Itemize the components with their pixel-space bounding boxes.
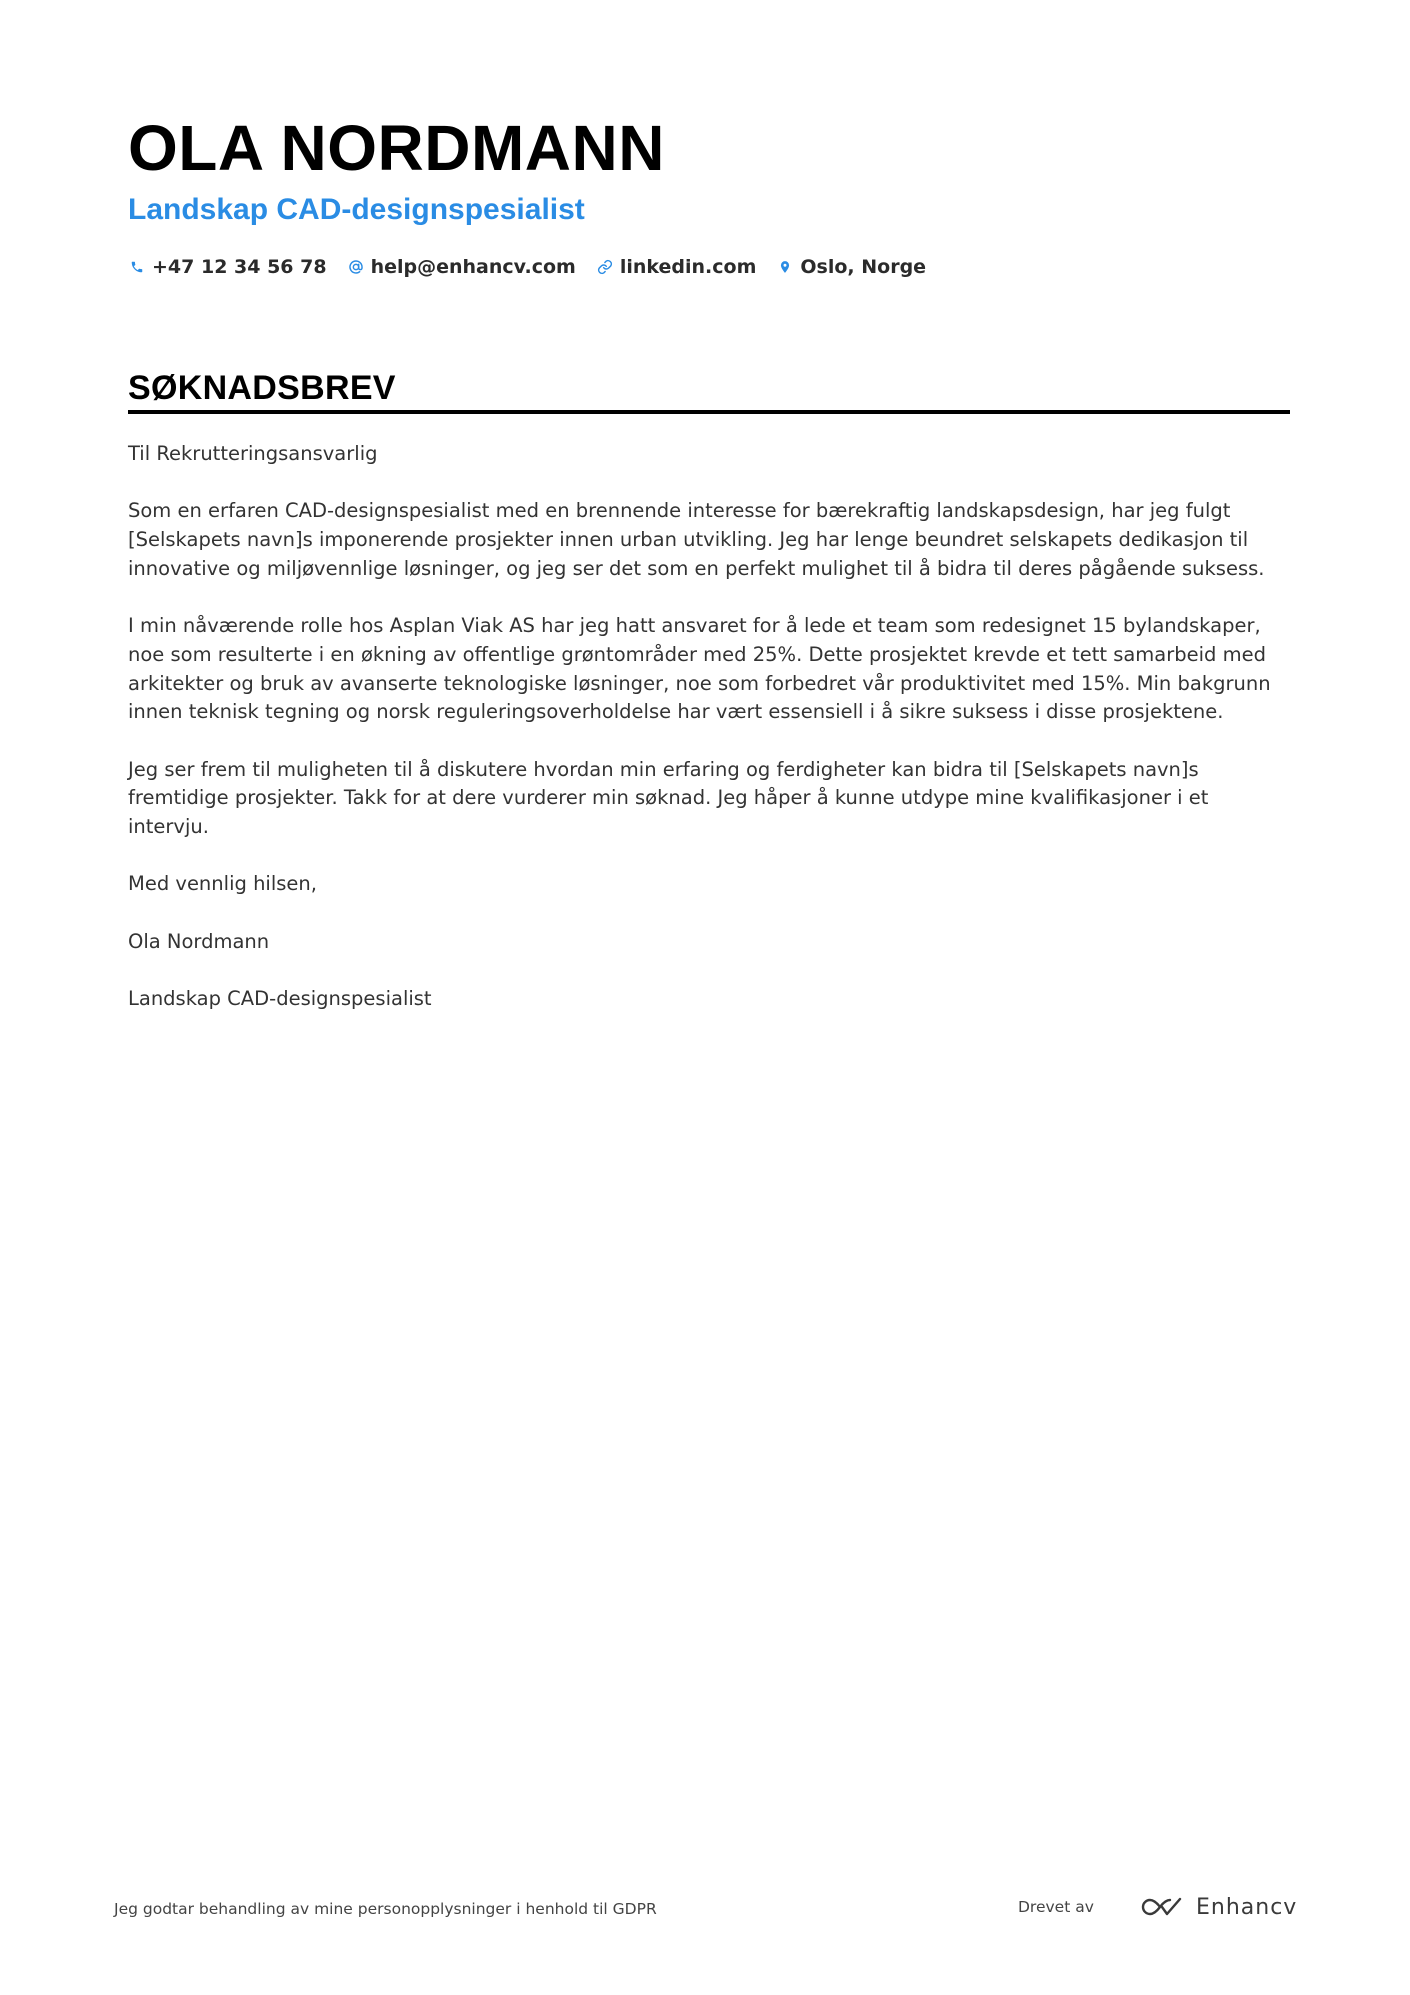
- brand-name: Enhancv: [1196, 1894, 1298, 1920]
- powered-by-label: Drevet av: [1018, 1898, 1094, 1916]
- link-icon: [596, 258, 614, 276]
- contact-row: [128, 252, 946, 282]
- letter-paragraph: Jeg ser frem til muligheten til å diskutere hvordan min erfaring og ferdigheter kan bidra til [Selskapets navn]s fremtidige prosjekter. Takk for at dere vurderer min søknad. Jeg håper å kunne utdype mine kvalifikasjoner i et intervju.: [128, 757, 1209, 839]
- section-title: SØKNADSBREV: [128, 369, 396, 407]
- email-text: help@enhancv.com: [370, 256, 576, 278]
- closing: Med vennlig hilsen,: [128, 872, 317, 896]
- at-icon: [347, 258, 365, 276]
- applicant-role: Landskap CAD-designspesialist: [128, 193, 585, 226]
- location-pin-icon: [776, 258, 794, 276]
- enhancv-logo-icon: [1138, 1895, 1184, 1919]
- applicant-name: OLA NORDMANN: [128, 112, 665, 184]
- letter-body: [128, 440, 1290, 1043]
- signature-name: Ola Nordmann: [128, 929, 270, 953]
- section-divider: [128, 410, 1290, 414]
- contact-email[interactable]: [347, 256, 576, 278]
- letter-paragraph: I min nåværende rolle hos Asplan Viak AS har jeg hatt ansvaret for å lede et team som redesignet 15 bylandskaper, noe som resulterte i en økning av offentlige grøntområder med 25%. Dette prosjektet krevde et tett samarbeid med arkitekter og bruk av avanserte teknologiske løsninger, noe som forbedret vår produktivitet med 15%. Min bakgrunn innen teknisk tegning og norsk reguleringsoverholdelse har vært essensiell i å sikre suksess i disse prosjektene.: [128, 614, 1271, 724]
- contact-linkedin[interactable]: [596, 256, 757, 278]
- linkedin-text: linkedin.com: [619, 256, 757, 278]
- letter-paragraph: Som en erfaren CAD-designspesialist med en brennende interesse for bærekraftig landskapsdesign, har jeg fulgt [Selskapets navn]s imponerende prosjekter innen urban utvikling. Jeg har lenge beundret selskapets dedikasjon til innovative og miljøvennlige løsninger, og jeg ser det som en perfekt mulighet til å bidra til deres pågående suksess.: [128, 499, 1265, 580]
- location-text: Oslo, Norge: [800, 256, 927, 278]
- phone-text: +47 12 34 56 78: [152, 256, 327, 278]
- phone-icon: [128, 258, 146, 276]
- footer: [0, 1890, 1410, 1930]
- signature-title: Landskap CAD-designspesialist: [128, 987, 432, 1011]
- enhancv-brand-link[interactable]: [1138, 1892, 1297, 1922]
- salutation: Til Rekrutteringsansvarlig: [128, 442, 378, 465]
- gdpr-consent-text: Jeg godtar behandling av mine personopplysninger i henhold til GDPR: [114, 1900, 657, 1918]
- contact-location: [776, 256, 926, 278]
- contact-phone[interactable]: [128, 256, 327, 278]
